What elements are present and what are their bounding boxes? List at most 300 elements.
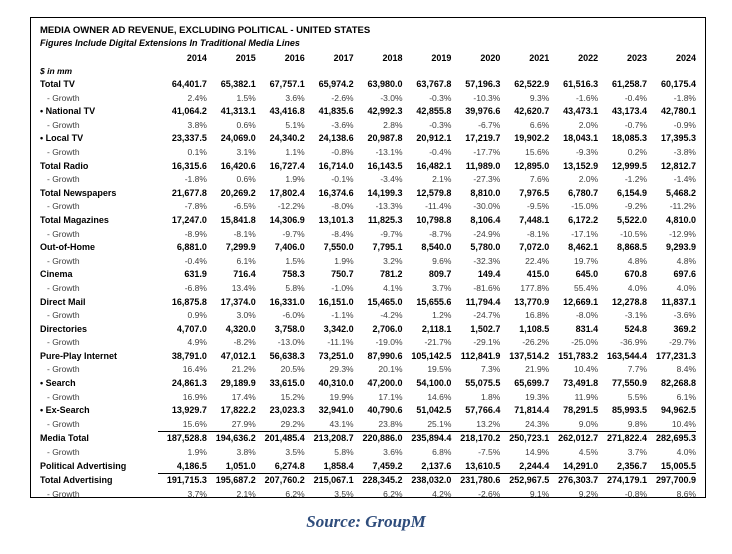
year-header-2024: 2024 — [675, 53, 696, 63]
value-cell: 369.2 — [673, 323, 696, 334]
value-cell: 42,855.8 — [416, 106, 452, 117]
value-cell: 13,152.9 — [563, 160, 599, 171]
growth-cell: 29.3% — [329, 364, 354, 375]
row-label-national-tv: • National TV — [40, 106, 96, 117]
value-cell: 41,313.1 — [220, 106, 256, 117]
value-cell: 7,299.9 — [225, 242, 256, 253]
growth-cell: 1.1% — [285, 146, 305, 157]
growth-cell: 3.6% — [383, 447, 403, 458]
growth-label: - Growth — [47, 419, 80, 430]
growth-cell: 4.5% — [578, 447, 599, 458]
value-cell: 65,974.2 — [318, 79, 354, 89]
value-cell: 65,699.7 — [514, 378, 550, 389]
growth-cell: -10.3% — [473, 92, 501, 103]
growth-cell: 4.2% — [432, 488, 452, 499]
value-cell: 71,814.4 — [514, 405, 550, 416]
value-cell: 9,293.9 — [665, 242, 696, 253]
value-cell: 18,085.3 — [612, 133, 648, 144]
value-cell: 67,757.1 — [269, 79, 305, 89]
value-cell: 94,962.5 — [660, 405, 696, 416]
value-cell: 17,374.0 — [220, 296, 256, 307]
growth-row-ex-search — [40, 418, 696, 432]
growth-cell: 20.1% — [378, 364, 403, 375]
row-label-directories: Directories — [40, 323, 88, 334]
value-cell: 163,544.4 — [607, 350, 648, 361]
growth-cell: -13.3% — [375, 201, 403, 212]
growth-cell: 1.8% — [480, 391, 501, 402]
table-subtitle: Figures Include Digital Extensions In Traditional Media Lines — [40, 38, 300, 48]
growth-cell: 29.2% — [280, 418, 305, 429]
growth-cell: -36.9% — [620, 337, 648, 348]
growth-cell: -0.8% — [331, 146, 354, 157]
value-cell: 201,485.4 — [256, 432, 305, 446]
growth-cell: 0.1% — [187, 146, 207, 157]
growth-cell: -8.7% — [429, 228, 452, 239]
growth-cell: 10.4% — [671, 418, 696, 429]
growth-cell: 17.4% — [231, 391, 256, 402]
growth-cell: -32.3% — [473, 255, 501, 266]
growth-cell: 4.8% — [627, 255, 648, 266]
value-cell: 18,043.1 — [563, 133, 599, 144]
growth-label: - Growth — [47, 282, 80, 293]
value-cell: 57,196.3 — [465, 79, 501, 89]
growth-label: - Growth — [47, 201, 80, 212]
growth-cell: 15.6% — [525, 146, 550, 157]
value-cell: 631.9 — [184, 269, 207, 280]
growth-cell: -11.2% — [669, 201, 696, 212]
growth-cell: -6.8% — [184, 282, 207, 293]
value-cell: 51,042.5 — [416, 405, 452, 416]
value-cell: 809.7 — [428, 269, 452, 280]
growth-cell: -13.1% — [375, 146, 403, 157]
value-cell: 4,320.0 — [225, 323, 256, 334]
value-cell: 20,269.2 — [220, 187, 256, 198]
value-cell: 54,100.0 — [416, 378, 452, 389]
value-cell: 13,770.9 — [514, 296, 550, 307]
growth-cell: -0.4% — [184, 255, 207, 266]
value-cell: 13,101.3 — [318, 214, 354, 225]
value-cell: 177,231.3 — [655, 350, 696, 361]
value-cell: 5,522.0 — [617, 214, 648, 225]
value-cell: 61,258.7 — [612, 79, 648, 89]
value-cell: 1,502.7 — [470, 323, 501, 334]
value-cell: 62,522.9 — [514, 79, 550, 89]
value-cell: 60,175.4 — [660, 79, 696, 89]
row-label-search: • Search — [40, 378, 76, 389]
growth-label: - Growth — [47, 488, 80, 499]
growth-cell: 14.6% — [427, 391, 452, 402]
growth-row-total-newspapers — [40, 200, 696, 214]
growth-cell: -17.7% — [473, 146, 501, 157]
value-cell: 8,540.0 — [421, 242, 452, 253]
growth-cell: -2.6% — [478, 488, 501, 499]
growth-cell: -3.8% — [673, 146, 696, 157]
growth-row-total-radio — [40, 173, 696, 187]
value-cell: 33,615.0 — [269, 378, 305, 389]
growth-row-national-tv — [40, 119, 696, 133]
value-cell: 12,278.8 — [612, 296, 648, 307]
growth-cell: 6.2% — [285, 488, 305, 499]
value-cell: 7,072.0 — [519, 242, 550, 253]
growth-cell: 3.6% — [285, 92, 305, 103]
growth-cell: -8.2% — [233, 337, 256, 348]
value-cell: 250,723.1 — [500, 432, 549, 446]
growth-cell: 22.4% — [525, 255, 550, 266]
growth-cell: 4.8% — [676, 255, 696, 266]
growth-cell: 19.7% — [574, 255, 599, 266]
value-cell: 16,331.0 — [269, 296, 305, 307]
value-cell: 82,268.8 — [660, 378, 696, 389]
growth-cell: 14.9% — [525, 447, 550, 458]
value-cell: 23,337.5 — [171, 133, 207, 144]
unit-label: $ in mm — [40, 66, 73, 76]
growth-cell: 16.8% — [525, 310, 550, 321]
value-cell: 6,881.0 — [176, 242, 207, 253]
growth-row-total-tv — [40, 92, 696, 106]
table-row-total-advertising — [40, 474, 696, 488]
revenue-table — [40, 51, 696, 501]
growth-cell: -4.2% — [380, 310, 403, 321]
value-cell: 2,356.7 — [617, 460, 648, 471]
growth-cell: 9.8% — [627, 418, 648, 429]
value-cell: 61,516.3 — [563, 79, 599, 89]
growth-cell: 21.2% — [231, 364, 256, 375]
growth-label: - Growth — [47, 228, 80, 239]
growth-cell: 6.2% — [383, 488, 403, 499]
growth-cell: 16.9% — [182, 391, 207, 402]
growth-cell: 24.3% — [525, 418, 550, 429]
value-cell: 63,980.0 — [367, 79, 403, 89]
unit-row-spacer — [256, 65, 305, 78]
table-row-pure-play-internet — [40, 350, 696, 364]
growth-cell: 3.5% — [285, 447, 305, 458]
growth-cell: -8.1% — [527, 228, 550, 239]
year-header-2019: 2019 — [431, 53, 452, 63]
value-cell: 15,005.5 — [660, 460, 696, 471]
growth-cell: 6.8% — [432, 447, 452, 458]
growth-cell: 25.1% — [427, 418, 452, 429]
growth-cell: 1.2% — [432, 310, 452, 321]
growth-cell: -9.2% — [624, 201, 648, 212]
growth-row-search — [40, 391, 696, 405]
growth-cell: -3.4% — [380, 174, 403, 185]
table-row-political-advertising — [40, 460, 696, 474]
value-cell: 42,992.3 — [367, 106, 403, 117]
value-cell: 24,861.3 — [171, 378, 207, 389]
value-cell: 16,727.4 — [269, 160, 305, 171]
growth-cell: -0.4% — [624, 92, 648, 103]
growth-cell: 1.5% — [236, 92, 256, 103]
year-header-row — [40, 51, 696, 65]
value-cell: 55,075.5 — [465, 378, 501, 389]
value-cell: 11,825.3 — [367, 214, 403, 225]
growth-cell: -81.6% — [473, 282, 501, 293]
value-cell: 39,976.6 — [465, 106, 501, 117]
row-label-ex-search: • Ex-Search — [40, 405, 90, 416]
value-cell: 77,550.9 — [612, 378, 648, 389]
growth-label: - Growth — [47, 447, 80, 458]
growth-cell: -17.1% — [571, 228, 599, 239]
value-cell: 670.8 — [624, 269, 648, 280]
table-row-search — [40, 377, 696, 391]
growth-cell: 0.6% — [236, 119, 256, 130]
value-cell: 63,767.8 — [416, 79, 452, 89]
growth-cell: 5.8% — [285, 282, 305, 293]
value-cell: 42,620.7 — [514, 106, 550, 117]
value-cell: 228,345.2 — [354, 474, 403, 488]
growth-cell: -19.0% — [375, 337, 403, 348]
value-cell: 17,802.4 — [269, 187, 305, 198]
growth-cell: 6.1% — [676, 391, 696, 402]
year-header-2021: 2021 — [529, 53, 550, 63]
growth-cell: -12.9% — [669, 228, 696, 239]
growth-cell: 9.1% — [529, 488, 550, 499]
value-cell: 231,780.6 — [451, 474, 500, 488]
value-cell: 47,200.0 — [367, 378, 403, 389]
growth-cell: 9.2% — [578, 488, 599, 499]
growth-cell: -8.0% — [575, 310, 599, 321]
growth-cell: 4.0% — [676, 447, 696, 458]
growth-cell: -1.6% — [575, 92, 599, 103]
growth-cell: 13.4% — [231, 282, 256, 293]
growth-cell: 0.6% — [236, 174, 256, 185]
unit-row-spacer — [598, 65, 647, 78]
value-cell: 24,138.6 — [318, 133, 354, 144]
value-cell: 17,395.3 — [660, 133, 696, 144]
value-cell: 5,780.0 — [470, 242, 501, 253]
growth-label: - Growth — [47, 174, 80, 185]
growth-cell: 1.9% — [285, 174, 305, 185]
value-cell: 7,550.0 — [323, 242, 354, 253]
growth-cell: 11.9% — [574, 391, 599, 402]
row-label-total-radio: Total Radio — [40, 160, 89, 171]
table-row-media-total — [40, 432, 696, 446]
value-cell: 4,186.5 — [176, 460, 207, 471]
value-cell: 12,812.7 — [660, 160, 696, 171]
value-cell: 12,895.0 — [514, 160, 550, 171]
value-cell: 20,912.1 — [416, 133, 452, 144]
growth-cell: -3.0% — [380, 92, 403, 103]
growth-cell: 7.7% — [627, 364, 648, 375]
growth-cell: 4.0% — [627, 282, 648, 293]
row-label-out-of-home: Out-of-Home — [40, 242, 95, 253]
growth-cell: -0.7% — [624, 119, 648, 130]
growth-label: - Growth — [47, 310, 80, 321]
growth-cell: 3.0% — [236, 310, 256, 321]
value-cell: 2,118.1 — [421, 323, 452, 334]
growth-cell: 19.9% — [329, 391, 354, 402]
value-cell: 105,142.5 — [411, 350, 452, 361]
growth-label: - Growth — [47, 255, 80, 266]
value-cell: 6,154.9 — [617, 187, 648, 198]
value-cell: 24,340.2 — [269, 133, 305, 144]
value-cell: 7,795.1 — [372, 242, 403, 253]
growth-cell: 177.8% — [520, 282, 550, 293]
growth-cell: -8.1% — [233, 228, 256, 239]
growth-cell: 0.2% — [627, 146, 648, 157]
table-row-total-radio — [40, 160, 696, 174]
value-cell: 151,783.2 — [558, 350, 599, 361]
value-cell: 2,244.4 — [519, 460, 550, 471]
value-cell: 32,941.0 — [318, 405, 354, 416]
value-cell: 40,790.6 — [367, 405, 403, 416]
value-cell: 38,791.0 — [171, 350, 207, 361]
value-cell: 7,976.5 — [519, 187, 550, 198]
value-cell: 40,310.0 — [318, 378, 354, 389]
growth-cell: 1.5% — [285, 255, 305, 266]
year-header-2020: 2020 — [480, 53, 501, 63]
growth-cell: -7.8% — [184, 201, 207, 212]
value-cell: 85,993.5 — [612, 405, 648, 416]
value-cell: 750.7 — [331, 269, 354, 280]
value-cell: 4,810.0 — [665, 214, 696, 225]
value-cell: 16,315.6 — [171, 160, 207, 171]
row-label-total-newspapers: Total Newspapers — [40, 187, 117, 198]
table-row-direct-mail — [40, 296, 696, 310]
growth-cell: 43.1% — [329, 418, 354, 429]
table-head — [40, 51, 696, 78]
table-row-total-tv — [40, 78, 696, 92]
growth-label: - Growth — [47, 92, 80, 103]
growth-cell: 8.4% — [676, 364, 696, 375]
unit-row-spacer — [451, 65, 500, 78]
value-cell: 1,051.0 — [225, 460, 256, 471]
unit-row-spacer — [403, 65, 452, 78]
table-body — [40, 78, 696, 501]
value-cell: 16,143.5 — [367, 160, 403, 171]
value-cell: 697.6 — [673, 269, 696, 280]
value-cell: 191,715.3 — [158, 474, 207, 488]
value-cell: 831.4 — [575, 323, 599, 334]
year-header-2023: 2023 — [627, 53, 648, 63]
growth-cell: 4.0% — [676, 282, 696, 293]
value-cell: 276,303.7 — [549, 474, 598, 488]
value-cell: 16,151.0 — [318, 296, 354, 307]
growth-cell: -1.0% — [331, 282, 354, 293]
value-cell: 73,491.8 — [563, 378, 599, 389]
year-header-2014: 2014 — [186, 53, 207, 63]
growth-cell: 3.7% — [627, 447, 648, 458]
growth-cell: 6.6% — [529, 119, 550, 130]
growth-cell: -11.1% — [327, 337, 354, 348]
value-cell: 64,401.7 — [171, 79, 207, 89]
value-cell: 43,173.4 — [612, 106, 648, 117]
value-cell: 17,219.7 — [465, 133, 501, 144]
year-header-spacer — [40, 51, 158, 65]
growth-cell: -29.1% — [473, 337, 501, 348]
table-title: MEDIA OWNER AD REVENUE, EXCLUDING POLITICAL - UNITED STATES — [40, 25, 371, 36]
value-cell: 781.2 — [380, 269, 403, 280]
row-label-political-advertising: Political Advertising — [40, 460, 127, 471]
value-cell: 5,468.2 — [665, 187, 696, 198]
value-cell: 15,465.0 — [367, 296, 403, 307]
unit-row — [40, 65, 696, 78]
growth-cell: -9.7% — [380, 228, 403, 239]
growth-cell: -25.0% — [571, 337, 599, 348]
year-header-2015: 2015 — [235, 53, 256, 63]
value-cell: 78,291.5 — [563, 405, 599, 416]
value-cell: 271,822.4 — [598, 432, 647, 446]
table-row-directories — [40, 323, 696, 337]
unit-row-spacer — [354, 65, 403, 78]
growth-cell: -8.4% — [331, 228, 354, 239]
value-cell: 12,999.5 — [612, 160, 648, 171]
value-cell: 56,638.3 — [269, 350, 305, 361]
growth-cell: 55.4% — [574, 282, 599, 293]
unit-row-spacer — [500, 65, 549, 78]
value-cell: 220,886.0 — [354, 432, 403, 446]
value-cell: 43,473.1 — [563, 106, 599, 117]
value-cell: 8,106.4 — [470, 214, 501, 225]
value-cell: 2,706.0 — [372, 323, 403, 334]
growth-cell: -11.4% — [425, 201, 452, 212]
growth-cell: 0.9% — [187, 310, 207, 321]
growth-cell: 20.5% — [280, 364, 305, 375]
growth-cell: -24.7% — [473, 310, 501, 321]
growth-row-out-of-home — [40, 255, 696, 269]
growth-row-direct-mail — [40, 309, 696, 323]
row-label-media-total: Media Total — [40, 433, 89, 444]
growth-cell: 2.0% — [578, 174, 599, 185]
value-cell: 215,067.1 — [305, 474, 354, 488]
growth-cell: 2.0% — [578, 119, 599, 130]
growth-cell: 19.3% — [525, 391, 550, 402]
growth-row-cinema — [40, 282, 696, 296]
growth-cell: 23.8% — [378, 418, 403, 429]
value-cell: 195,687.2 — [207, 474, 256, 488]
value-cell: 252,967.5 — [500, 474, 549, 488]
row-label-local-tv: • Local TV — [40, 133, 84, 144]
growth-label: - Growth — [47, 364, 80, 375]
growth-cell: -9.5% — [527, 201, 550, 212]
year-header-2017: 2017 — [333, 53, 354, 63]
value-cell: 235,894.4 — [403, 432, 452, 446]
value-cell: 218,170.2 — [451, 432, 500, 446]
growth-cell: -29.7% — [669, 337, 696, 348]
row-label-total-advertising: Total Advertising — [40, 474, 113, 485]
value-cell: 14,199.3 — [367, 187, 403, 198]
value-cell: 274,179.1 — [598, 474, 647, 488]
value-cell: 149.4 — [477, 269, 501, 280]
growth-label: - Growth — [47, 119, 80, 130]
growth-cell: -1.1% — [331, 310, 354, 321]
growth-cell: -0.1% — [331, 174, 354, 185]
table-row-out-of-home — [40, 241, 696, 255]
value-cell: 238,032.0 — [403, 474, 452, 488]
growth-cell: 3.7% — [432, 282, 452, 293]
growth-cell: -2.6% — [331, 92, 354, 103]
growth-cell: -9.7% — [282, 228, 305, 239]
growth-cell: -8.9% — [184, 228, 207, 239]
value-cell: 16,374.6 — [318, 187, 354, 198]
growth-row-pure-play-internet — [40, 363, 696, 377]
growth-cell: -10.5% — [620, 228, 648, 239]
growth-cell: 2.8% — [383, 119, 403, 130]
value-cell: 43,416.8 — [269, 106, 305, 117]
value-cell: 758.3 — [282, 269, 305, 280]
value-cell: 13,610.5 — [465, 460, 501, 471]
value-cell: 3,758.0 — [274, 323, 305, 334]
value-cell: 6,172.2 — [568, 214, 599, 225]
year-header-2022: 2022 — [578, 53, 599, 63]
growth-row-total-magazines — [40, 228, 696, 242]
growth-cell: 3.2% — [383, 255, 403, 266]
value-cell: 15,841.8 — [220, 214, 256, 225]
growth-cell: -0.3% — [429, 119, 452, 130]
growth-cell: 27.9% — [231, 418, 256, 429]
growth-cell: 9.3% — [529, 92, 550, 103]
growth-cell: 5.5% — [627, 391, 648, 402]
